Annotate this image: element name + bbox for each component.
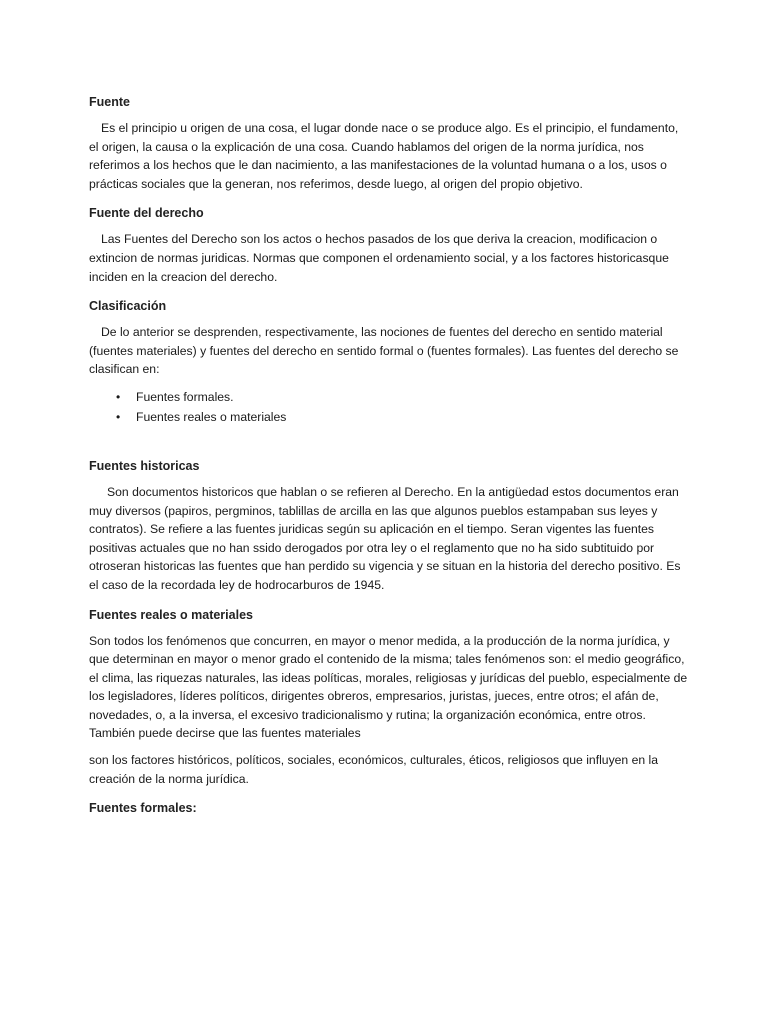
heading-fuentes-reales: Fuentes reales o materiales xyxy=(89,607,253,622)
paragraph-clasificacion: De lo anterior se desprenden, respectivamente, las nociones de fuentes del derecho en sentido material (fuentes materiales) y fuentes del derecho en sentido formal o (fuentes formales). Las fuentes del derecho se clasifican en: xyxy=(89,325,679,377)
bullet-icon: • xyxy=(116,389,121,404)
list-item xyxy=(89,407,689,427)
clasificacion-list xyxy=(89,387,689,427)
paragraph-fuente: Es el principio u origen de una cosa, el lugar donde nace o se produce algo. Es el principio, el fundamento, el origen, la causa o la explicación de una cosa. Cuando hablamos del origen de la norma jurídica, nos referimos a los hechos que le dan nacimiento, a las manifestaciones de la voluntad humana o a los, usos o prácticas sociales que la generan, nos referimos, desde luego, al origen del propio objetivo. xyxy=(89,121,679,191)
heading-fuentes-formales: Fuentes formales: xyxy=(89,801,197,816)
paragraph-fuentes-reales-continued: son los factores históricos, políticos, sociales, económicos, culturales, éticos, religiosos que influyen en la creación de la norma jurídica. xyxy=(89,753,659,786)
list-item-label: Fuentes reales o materiales xyxy=(136,409,287,424)
paragraph-fuentes-historicas: Son documentos historicos que hablan o se refieren al Derecho. En la antigüedad estos documentos eran muy diversos (papiros, pergminos, tablillas de arcilla en las que algunos pueblos estampaban sus leyes y contratos). Se refiere a las fuentes juridicas según su aplicación en el tiempo. Seran vigentes las fuentes positivas actuales que no han ssido derogados por otra ley o el reglamento que no ha sido subtituido por otroseran historicas las fuentes que han perdido su vigencia y se situan en la historia del derecho positivo. Es el caso de la recordada ley de hodrocarburos de 1945. xyxy=(89,484,681,592)
heading-fuente-del-derecho: Fuente del derecho xyxy=(89,206,204,221)
paragraph-fuentes-reales: Son todos los fenómenos que concurren, en mayor o menor medida, a la producción de la norma jurídica, y que determinan en mayor o menor grado el contenido de la misma; tales fenómenos son: el medio geográfico, el clima, las riquezas naturales, las ideas políticas, morales, religiosas y jurídicas del pueblo, especialmente de los legisladores, líderes políticos, dirigentes obreros, empresarios, juristas, jueces, entre otros; el afán de, novedades, o, a la inversa, el excesivo tradicionalismo y rutina; la organización económica, entre otros. También puede decirse que las fuentes materiales xyxy=(89,633,688,741)
document-page xyxy=(89,93,689,817)
heading-fuentes-historicas: Fuentes historicas xyxy=(89,458,200,473)
heading-clasificacion: Clasificación xyxy=(89,299,167,314)
bullet-icon: • xyxy=(116,409,121,424)
paragraph-fuente-del-derecho: Las Fuentes del Derecho son los actos o hechos pasados de los que deriva la creacion, modificacion o extincion de normas juridicas. Normas que componen el ordenamiento social, y a los factores historicasque inciden en la creacion del derecho. xyxy=(89,232,669,284)
list-item xyxy=(89,387,689,407)
list-item-label: Fuentes formales. xyxy=(136,389,234,404)
heading-fuente: Fuente xyxy=(89,95,130,109)
